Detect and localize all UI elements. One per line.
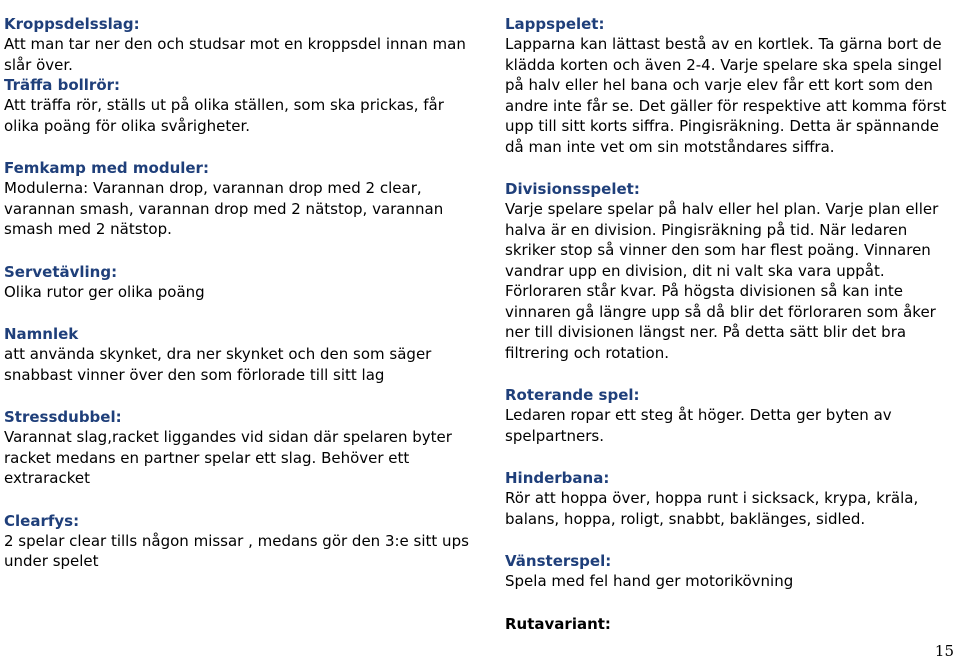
section-text: 2 spelar clear tills någon missar , medans gör den 3:e sitt ups under spelet [4, 531, 469, 570]
section-vansterspel [505, 551, 957, 592]
left-column [4, 14, 474, 594]
section-heading: Lappspelet: [505, 15, 605, 33]
section-stressdubbel [4, 407, 474, 489]
section-heading: Stressdubbel: [4, 408, 122, 426]
section-text: Ledaren ropar ett steg åt höger. Detta ger byten av spelpartners. [505, 406, 892, 445]
section-lappspelet [505, 14, 957, 157]
section-text: Modulerna: Varannan drop, varannan drop med 2 clear, varannan smash, varannan drop med 2 nätstop, varannan smash med 2 nätstop. [4, 179, 444, 238]
section-heading: Servetävling: [4, 262, 118, 281]
page-number: 15 [934, 642, 954, 660]
section-text: Spela med fel hand ger motorikövning [505, 572, 794, 590]
section-femkamp [4, 158, 474, 240]
section-heading: Rutavariant: [505, 614, 611, 633]
section-heading: Femkamp med moduler: [4, 159, 209, 177]
section-hinderbana [505, 468, 957, 529]
section-servetavling [4, 262, 474, 303]
section-heading: Roterande spel: [505, 386, 640, 404]
section-text: Varje spelare spelar på halv eller hel plan. Varje plan eller halva är en division. Pingisräkning på tid. När ledaren skriker stop så vinner den som har flest poäng. Vinnaren vandrar upp en division, dit ni valt ska vara uppåt. Förloraren står kvar. På högsta divisionen så kan inte vinnaren gå längre upp så då blir det förloraren som åker ner till divisionen längst ner. På detta sätt blir det bra filtrering och rotation. [505, 200, 939, 362]
section-heading: Träffa bollrör: [4, 76, 121, 94]
section-namnlek [4, 324, 474, 385]
right-column [505, 14, 957, 656]
section-text: Lapparna kan lättast bestå av en kortlek. Ta gärna bort de klädda korten och även 2-4. Varje spelare ska spela singel på halv eller hel bana och varje elev får ett kort som den andre inte får se. Det gäller för respektive att komma först upp till sitt korts siffra. Pingisräkning. Detta är spännande då man inte vet om sin motståndares siffra. [505, 35, 947, 156]
section-text: Olika rutor ger olika poäng [4, 282, 205, 301]
section-heading: Clearfys: [4, 511, 80, 530]
section-text: Rör att hoppa över, hoppa runt i sicksack, krypa, kräla, balans, hoppa, roligt, snabbt, baklänges, sidled. [505, 489, 919, 528]
section-text: Att träffa rör, ställs ut på olika ställen, som ska prickas, får olika poäng för olika svårigheter. [4, 96, 444, 135]
section-heading: Divisionsspelet: [505, 180, 640, 198]
section-traffa-bollror [4, 75, 474, 136]
section-text: att använda skynket, dra ner skynket och den som säger snabbast vinner över den som förlorade till sitt lag [4, 345, 432, 384]
section-divisionsspelet [505, 179, 957, 363]
section-heading: Kroppsdelsslag: [4, 15, 140, 33]
section-heading: Vänsterspel: [505, 552, 612, 570]
section-heading: Hinderbana: [505, 469, 610, 487]
section-kroppsdelsslag [4, 14, 474, 75]
section-text: Varannat slag,racket liggandes vid sidan där spelaren byter racket medans en partner spelar ett slag. Behöver ett extraracket [4, 428, 452, 487]
section-roterande-spel [505, 385, 957, 446]
section-clearfys [4, 511, 474, 572]
section-rutavariant [505, 614, 957, 634]
section-text: Att man tar ner den och studsar mot en kroppsdel innan man slår över. [4, 35, 466, 74]
section-heading: Namnlek [4, 325, 79, 343]
